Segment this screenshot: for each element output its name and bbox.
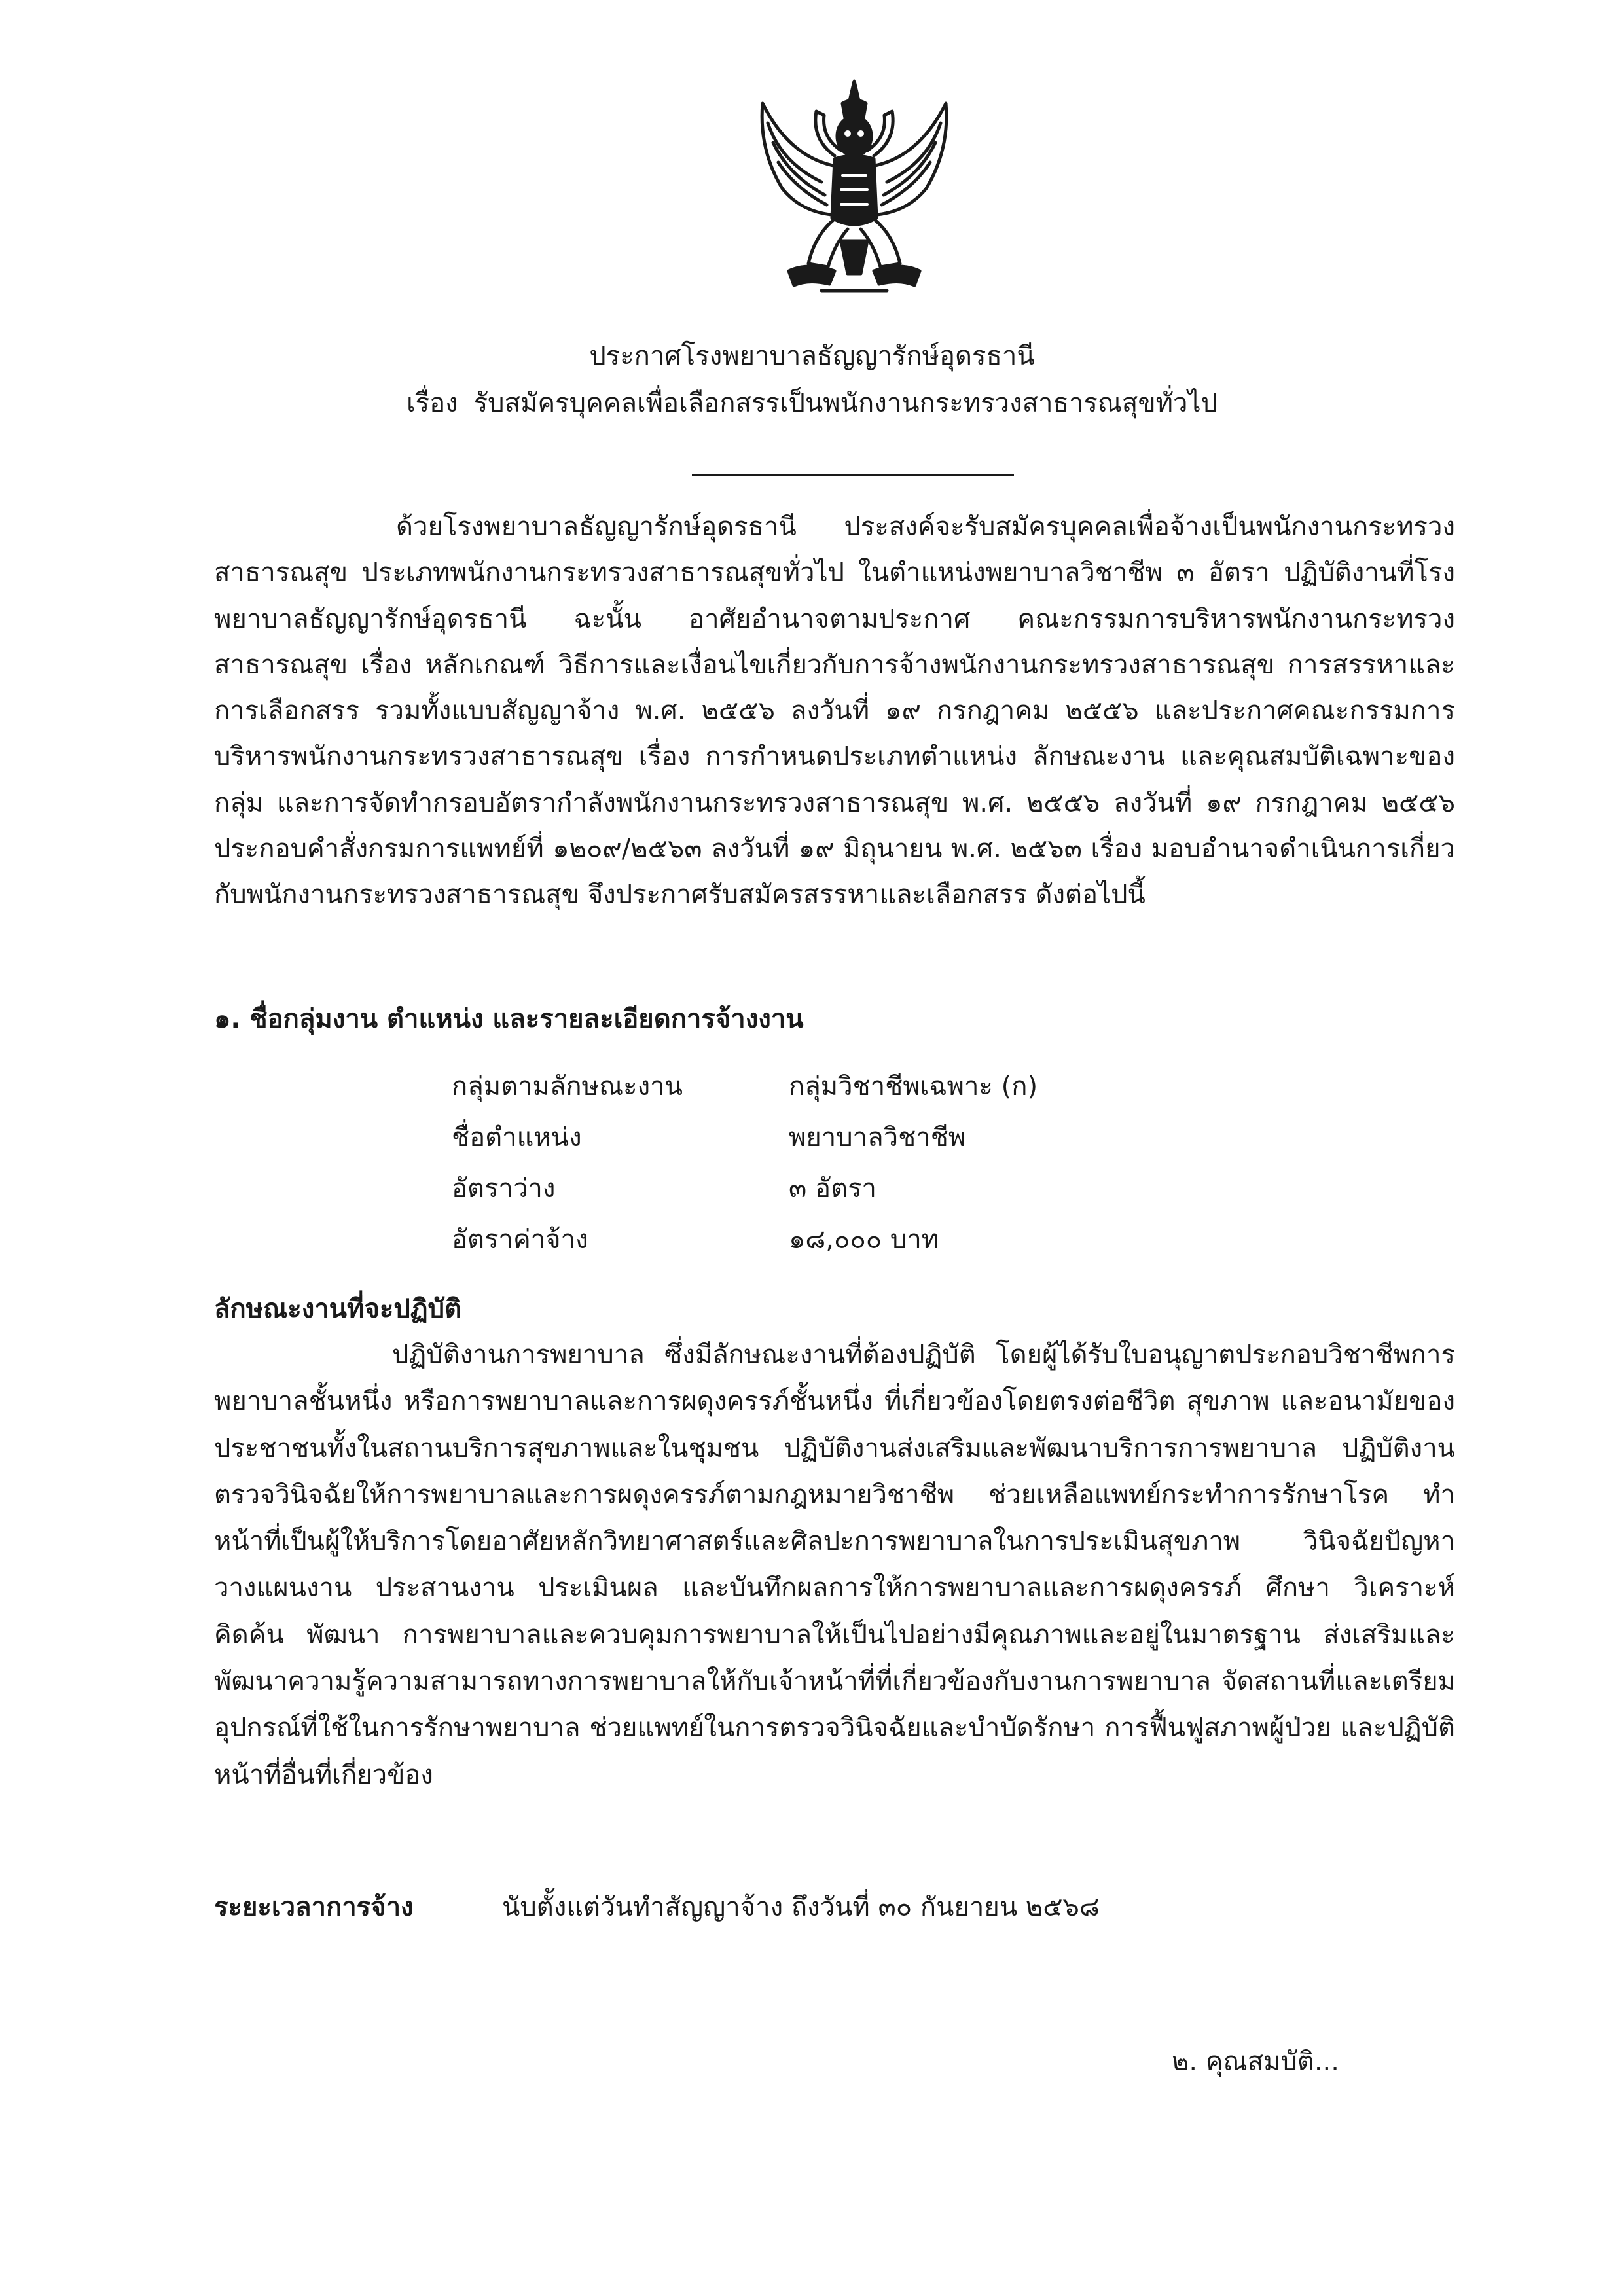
intro-paragraph: ด้วยโรงพยาบาลธัญญารักษ์อุดรธานี ประสงค์จะรับสมัครบุคคลเพื่อจ้างเป็นพนักงานกระทรวงสาธารณสุข ประเภทพนักงานกระทรวงสาธารณสุขทั่วไป ในตำแหน่งพยาบาลวิชาชีพ ๓ อัตรา ปฏิบัติงานที่โรงพยาบาลธัญญารักษ์อุดรธานี ฉะนั้น อาศัยอำนาจตามประกาศ คณะกรรมการบริหารพนักงานกระทรวงสาธารณสุข เรื่อง หลักเกณฑ์ วิธีการและเงื่อนไขเกี่ยวกับการจ้างพนักงานกระทรวงสาธารณสุข การสรรหาและการเลือกสรร รวมทั้งแบบสัญญาจ้าง พ.ศ. ๒๕๕๖ ลงวันที่ ๑๙ กรกฎาคม ๒๕๕๖ และประกาศคณะกรรมการบริหารพนักงานกระทรวงสาธารณสุข เรื่อง การกำหนดประเภทตำแหน่ง ลักษณะงาน และคุณสมบัติเฉพาะของกลุ่ม และการจัดทำกรอบอัตรากำลังพนักงานกระทรวงสาธารณสุข พ.ศ. ๒๕๕๖ ลงวันที่ ๑๙ กรกฎาคม ๒๕๕๖ ประกอบคำสั่งกรมการแพทย์ที่ ๑๒๐๙/๒๕๖๓ ลงวันที่ ๑๙ มิถุนายน พ.ศ. ๒๕๖๓ เรื่อง มอบอำนาจดำเนินการเกี่ยวกับพนักงานกระทรวงสาธารณสุข จึงประกาศรับสมัครสรรหาและเลือกสรร ดังต่อไปนี้: [214, 512, 1455, 910]
job-info-row: [452, 1118, 1237, 1157]
job-info-value: ๓ อัตรา: [789, 1174, 877, 1204]
subject-text: รับสมัครบุคคลเพื่อเลือกสรรเป็นพนักงานกระทรวงสาธารณสุขทั่วไป: [473, 388, 1218, 418]
job-info-value: ๑๘,๐๐๐ บาท: [789, 1225, 939, 1255]
job-info-label: กลุ่มตามลักษณะงาน: [452, 1071, 683, 1102]
section-1-heading: ๑. ชื่อกลุ่มงาน ตำแหน่ง และรายละเอียดการจ้างงาน: [214, 1004, 804, 1034]
period-label: ระยะเวลาการจ้าง: [214, 1892, 414, 1922]
garuda-emblem-icon: [743, 77, 965, 300]
job-info-row: [452, 1169, 1237, 1208]
job-info-value: พยาบาลวิชาชีพ: [789, 1122, 966, 1153]
continued-note: ๒. คุณสมบัติ...: [1172, 2047, 1339, 2077]
job-info-value: กลุ่มวิชาชีพเฉพาะ (ก): [789, 1071, 1038, 1102]
duties-paragraph: ปฏิบัติงานการพยาบาล ซึ่งมีลักษณะงานที่ต้องปฏิบัติ โดยผู้ได้รับใบอนุญาตประกอบวิชาชีพการพยาบาลชั้นหนึ่ง หรือการพยาบาลและการผดุงครรภ์ชั้นหนึ่ง ที่เกี่ยวข้องโดยตรงต่อชีวิต สุขภาพ และอนามัยของประชาชนทั้งในสถานบริการสุขภาพและในชุมชน ปฏิบัติงานส่งเสริมและพัฒนาบริการการพยาบาล ปฏิบัติงานตรวจวินิจฉัยให้การพยาบาลและการผดุงครรภ์ตามกฎหมายวิชาชีพ ช่วยเหลือแพทย์กระทำการรักษาโรค ทำหน้าที่เป็นผู้ให้บริการโดยอาศัยหลักวิทยาศาสตร์และศิลปะการพยาบาลในการประเมินสุขภาพ วินิจฉัยปัญหา วางแผนงาน ประสานงาน ประเมินผล และบันทึกผลการให้การพยาบาลและการผดุงครรภ์ ศึกษา วิเคราะห์ คิดค้น พัฒนา การพยาบาลและควบคุมการพยาบาลให้เป็นไปอย่างมีคุณภาพและอยู่ในมาตรฐาน ส่งเสริมและพัฒนาความรู้ความสามารถทางการพยาบาลให้กับเจ้าหน้าที่ที่เกี่ยวข้องกับงานการพยาบาล จัดสถานที่และเตรียมอุปกรณ์ที่ใช้ในการรักษาพยาบาล ช่วยแพทย์ในการตรวจวินิจฉัยและบำบัดรักษา การฟื้นฟูสภาพผู้ป่วย และปฏิบัติหน้าที่อื่นที่เกี่ยวข้อง: [214, 1340, 1455, 1790]
duties-heading: ลักษณะงานที่จะปฏิบัติ: [214, 1294, 461, 1324]
job-info-label: ชื่อตำแหน่ง: [452, 1122, 582, 1153]
announcement-title: ประกาศโรงพยาบาลธัญญารักษ์อุดรธานี: [589, 341, 1035, 371]
job-info-row: [452, 1067, 1237, 1106]
period-text: นับตั้งแต่วันทำสัญญาจ้าง ถึงวันที่ ๓๐ กันยายน ๒๕๖๘: [502, 1892, 1100, 1922]
title-divider: [692, 474, 1014, 476]
subject-label: เรื่อง: [406, 388, 458, 418]
job-info-label: อัตราค่าจ้าง: [452, 1225, 588, 1255]
announcement-subject: [0, 382, 1624, 424]
job-info-row: [452, 1220, 1237, 1259]
job-info-label: อัตราว่าง: [452, 1174, 556, 1204]
